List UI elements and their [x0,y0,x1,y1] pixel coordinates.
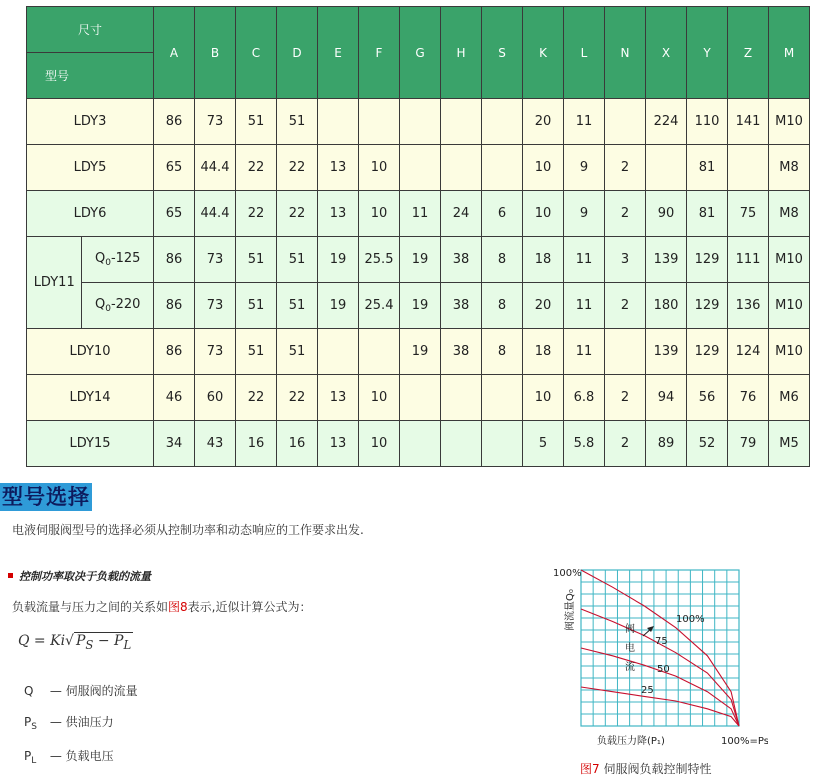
cell-m: M5 [769,421,810,467]
cell-s: 6 [482,191,523,237]
cell-h [441,99,482,145]
cell-l: 11 [564,283,605,329]
cell-e: 13 [318,421,359,467]
column-header-b: B [195,7,236,99]
column-header-n: N [605,7,646,99]
cell-g [400,99,441,145]
cell-g: 11 [400,191,441,237]
cell-x: 139 [646,237,687,283]
chart-caption [580,760,711,777]
cell-a: 34 [154,421,195,467]
cell-n: 2 [605,283,646,329]
current-label: 流 [625,662,635,673]
cell-d: 16 [277,421,318,467]
legend-q-letter: Q [24,684,34,698]
y-top-label: 100% [553,568,582,579]
cell-d: 22 [277,191,318,237]
variant-cell [82,283,154,329]
column-header-g: G [400,7,441,99]
column-header-z: Z [728,7,769,99]
cell-d: 51 [277,99,318,145]
cell-b: 44.4 [195,191,236,237]
table-row [27,283,810,329]
cell-x: 224 [646,99,687,145]
cell-y: 52 [687,421,728,467]
column-header-l: L [564,7,605,99]
variant-cell [82,237,154,283]
cell-a: 46 [154,375,195,421]
cell-x: 89 [646,421,687,467]
cell-y: 110 [687,99,728,145]
header-corner-model: 型号 [27,53,154,99]
cell-e: 19 [318,283,359,329]
column-header-e: E [318,7,359,99]
spec-table-body [27,7,810,467]
cell-s [482,375,523,421]
legend-pl-symbol [24,749,46,766]
cell-d: 51 [277,329,318,375]
formula-radicand [74,632,133,652]
subheading-text: 控制功率取决于负载的流量 [19,570,151,583]
cell-f [359,329,400,375]
table-row [27,237,810,283]
cell-x: 90 [646,191,687,237]
table-row [27,329,810,375]
legend-pl-text: — 负载电压 [49,749,114,763]
cell-h: 38 [441,283,482,329]
cell-n [605,329,646,375]
cell-z: 79 [728,421,769,467]
cell-b: 73 [195,237,236,283]
cell-y: 129 [687,329,728,375]
cell-c: 22 [236,375,277,421]
cell-s: 8 [482,237,523,283]
cell-g [400,421,441,467]
spec-table [26,6,810,467]
cell-a: 86 [154,329,195,375]
cell-d: 51 [277,237,318,283]
cell-b: 44.4 [195,145,236,191]
cell-k: 5 [523,421,564,467]
column-header-a: A [154,7,195,99]
formula [18,632,133,652]
cell-c: 51 [236,237,277,283]
cell-z: 75 [728,191,769,237]
cell-k: 10 [523,191,564,237]
intro-text: 电液伺服阀型号的选择必须从控制功率和动态响应的工作要求出发. [12,523,364,537]
cell-k: 18 [523,237,564,283]
cell-f: 25.4 [359,283,400,329]
legend-ps [24,713,114,732]
cell-x: 139 [646,329,687,375]
table-row [27,375,810,421]
cell-a: 65 [154,145,195,191]
cell-h [441,375,482,421]
cell-l: 9 [564,145,605,191]
cell-f [359,99,400,145]
cell-c: 16 [236,421,277,467]
cell-e [318,99,359,145]
legend-ps-letter: P [24,715,32,729]
cell-g [400,145,441,191]
cell-k: 20 [523,99,564,145]
cell-a: 86 [154,99,195,145]
cell-a: 65 [154,191,195,237]
x-axis-label: 负载压力降(P₁) [597,736,665,747]
column-header-f: F [359,7,400,99]
cell-n: 2 [605,375,646,421]
model-cell: LDY3 [27,99,154,145]
cell-s [482,145,523,191]
cell-l: 11 [564,237,605,283]
y-axis-label: 阀流量Q₀ [565,589,576,631]
cell-k: 10 [523,145,564,191]
column-header-s: S [482,7,523,99]
cell-s: 8 [482,329,523,375]
table-row [27,191,810,237]
cell-z: 124 [728,329,769,375]
model-cell: LDY11 [27,237,82,329]
formula-left: Q = Ki [18,633,66,649]
column-header-h: H [441,7,482,99]
cell-f: 10 [359,191,400,237]
cell-y: 56 [687,375,728,421]
variant-q-sub: 0 [105,258,111,268]
cell-h: 24 [441,191,482,237]
cell-e: 13 [318,145,359,191]
cell-x: 94 [646,375,687,421]
column-header-d: D [277,7,318,99]
legend-q-text: — 伺服阀的流量 [49,684,138,698]
cell-l: 11 [564,329,605,375]
cell-y: 129 [687,237,728,283]
cell-d: 22 [277,145,318,191]
legend-pl-sub: L [31,756,37,766]
cell-z: 76 [728,375,769,421]
cell-f: 10 [359,421,400,467]
cell-g [400,375,441,421]
cell-n [605,99,646,145]
column-header-y: Y [687,7,728,99]
bullet-square-icon [8,573,13,578]
chart-svg [548,560,768,760]
series-label: 25 [641,685,654,696]
cell-g: 19 [400,283,441,329]
cell-g: 19 [400,329,441,375]
cell-m: M6 [769,375,810,421]
cell-h [441,145,482,191]
cell-c: 51 [236,329,277,375]
cell-e: 19 [318,237,359,283]
chart-frame [581,570,739,726]
cell-s [482,99,523,145]
cell-y: 129 [687,283,728,329]
cell-d: 22 [277,375,318,421]
current-label: 阀 [625,624,635,635]
model-cell: LDY5 [27,145,154,191]
load-characteristic-chart [548,560,768,780]
cell-y: 81 [687,145,728,191]
formula-minus: − P [93,633,124,649]
cell-l: 9 [564,191,605,237]
cell-y: 81 [687,191,728,237]
cell-c: 51 [236,283,277,329]
variant-value: -220 [110,297,141,312]
model-cell: LDY14 [27,375,154,421]
variant-q-sub: 0 [105,304,111,314]
column-header-c: C [236,7,277,99]
cell-l: 5.8 [564,421,605,467]
table-row [27,99,810,145]
header-corner-size: 尺寸 [27,7,154,53]
cell-h: 38 [441,329,482,375]
cell-z [728,145,769,191]
variant-value: -125 [110,251,141,266]
cell-b: 73 [195,283,236,329]
cell-k: 10 [523,375,564,421]
variant-q: Q [94,251,106,266]
cell-k: 18 [523,329,564,375]
cell-a: 86 [154,237,195,283]
cell-h: 38 [441,237,482,283]
table-row [27,421,810,467]
subheading [8,568,151,584]
table-row [27,145,810,191]
relation-prefix: 负载流量与压力之间的关系如 [12,600,169,614]
cell-m: M10 [769,283,810,329]
cell-z: 141 [728,99,769,145]
cell-x [646,145,687,191]
cell-s [482,421,523,467]
cell-m: M10 [769,99,810,145]
formula-p: P [75,633,86,649]
cell-n: 3 [605,237,646,283]
cell-e: 13 [318,191,359,237]
cell-l: 11 [564,99,605,145]
series-label: 50 [657,664,670,675]
relation-text [12,598,311,615]
legend-ps-symbol [24,715,46,732]
formula-sub-s: S [85,637,94,652]
legend-ps-sub: S [31,722,37,732]
cell-b: 43 [195,421,236,467]
x-right-label: 100%=Ps [720,736,768,747]
cell-m: M8 [769,145,810,191]
series-label: 100% [676,614,705,625]
figure-link[interactable]: 图8 [168,600,188,614]
cell-b: 73 [195,329,236,375]
cell-c: 22 [236,145,277,191]
cell-k: 20 [523,283,564,329]
sqrt-icon: √ [65,633,74,649]
legend-ps-text: — 供油压力 [49,715,114,729]
column-header-m: M [769,7,810,99]
current-label: 电 [625,643,635,654]
legend-q-symbol [24,684,46,698]
cell-a: 86 [154,283,195,329]
cell-e: 13 [318,375,359,421]
formula-sub-l: L [123,637,132,652]
cell-z: 136 [728,283,769,329]
cell-f: 25.5 [359,237,400,283]
cell-c: 51 [236,99,277,145]
model-cell: LDY15 [27,421,154,467]
cell-n: 2 [605,191,646,237]
cell-g: 19 [400,237,441,283]
cell-m: M10 [769,329,810,375]
legend-q [24,682,138,699]
legend-pl-letter: P [24,749,32,763]
cell-n: 2 [605,145,646,191]
column-header-k: K [523,7,564,99]
cell-f: 10 [359,375,400,421]
cell-b: 73 [195,99,236,145]
cell-m: M8 [769,191,810,237]
section-title: 型号选择 [2,485,90,509]
cell-s: 8 [482,283,523,329]
legend-pl [24,747,114,766]
cell-h [441,421,482,467]
cell-m: M10 [769,237,810,283]
cell-d: 51 [277,283,318,329]
series-label: 75 [655,636,668,647]
variant-q: Q [94,297,106,312]
relation-suffix: 表示,近似计算公式为： [187,600,312,614]
cell-f: 10 [359,145,400,191]
cell-c: 22 [236,191,277,237]
chart-caption-text: 伺服阀负载控制特性 [603,762,712,776]
cell-z: 111 [728,237,769,283]
cell-l: 6.8 [564,375,605,421]
column-header-x: X [646,7,687,99]
cell-b: 60 [195,375,236,421]
model-cell: LDY6 [27,191,154,237]
cell-x: 180 [646,283,687,329]
cell-e [318,329,359,375]
chart-caption-ref[interactable]: 图7 [580,762,600,776]
model-cell: LDY10 [27,329,154,375]
cell-n: 2 [605,421,646,467]
